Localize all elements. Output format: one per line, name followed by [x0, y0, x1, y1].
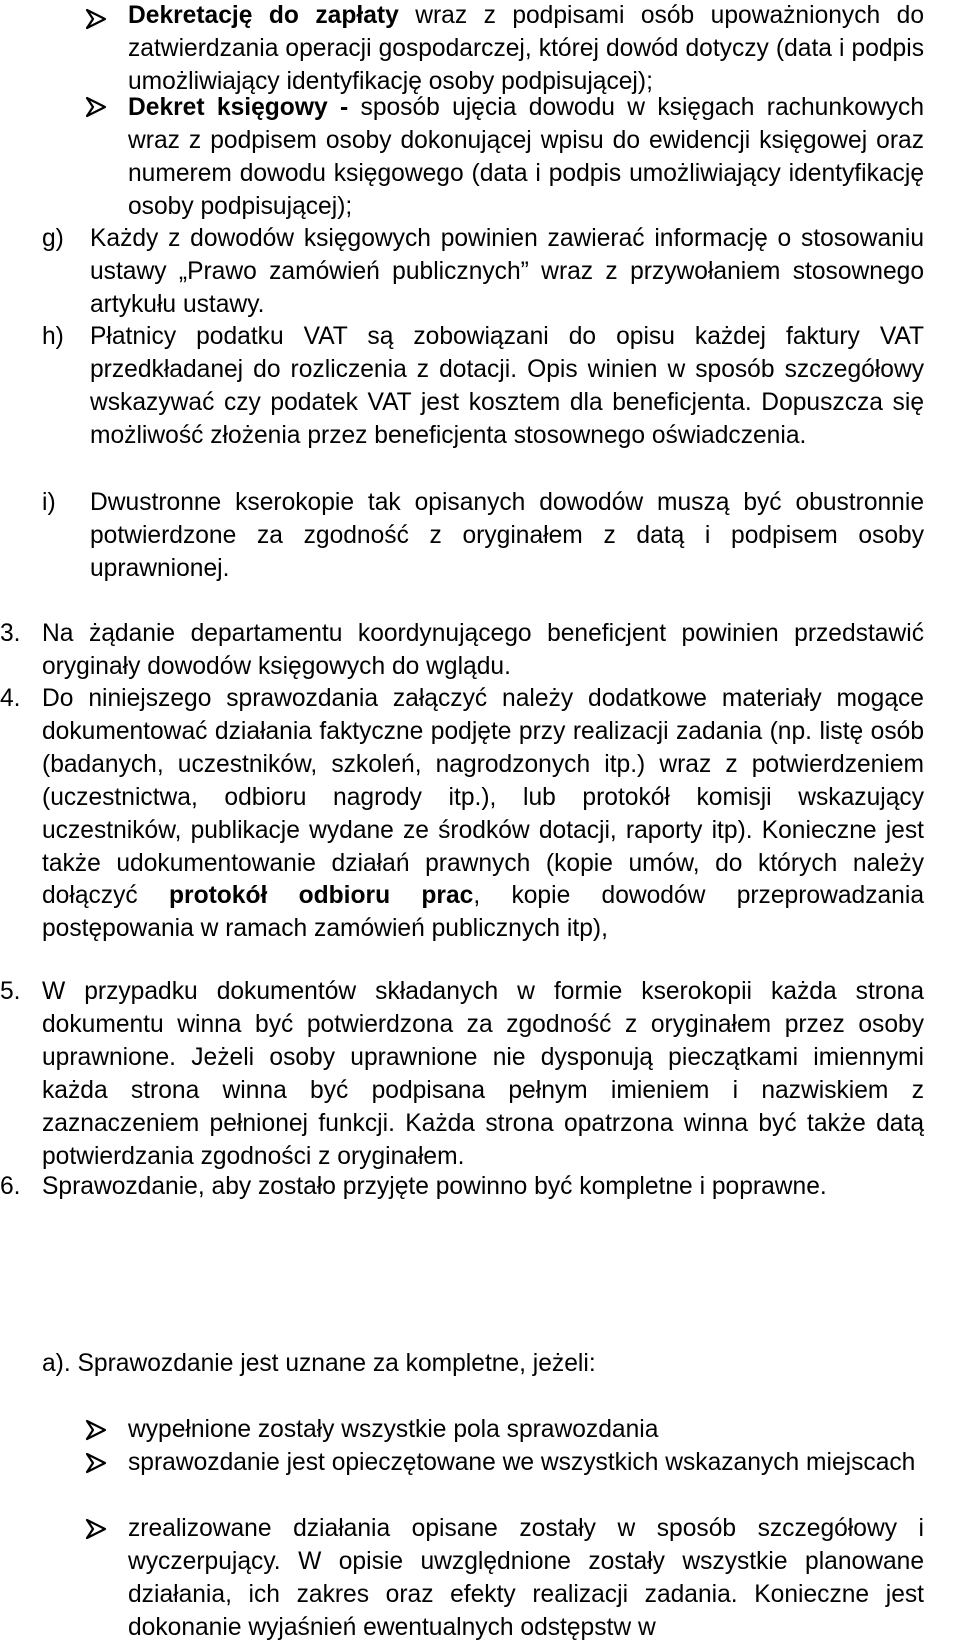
list-marker: h) [42, 323, 64, 350]
list-marker: 5. [0, 978, 21, 1005]
list-item-text: W przypadku dokumentów składanych w formie kserokopii każda strona dokumentu winna być potwierdzona za zgodność z oryginałem przez osoby uprawnione. Jeżeli osoby uprawnione nie dysponują pieczątkami imiennymi każda strona winna być podpisana pełnym imieniem i nazwiskiem z zaznaczeniem pełnionej funkcji. Każda strona opatrzona winna być także datą potwierdzania zgodności z oryginałem. [42, 978, 924, 1170]
list-marker: 4. [0, 685, 21, 712]
list-item-text: Płatnicy podatku VAT są zobowiązani do opisu każdej faktury VAT przedkładanej do rozliczenia z dotacji. Opis winien w sposób szczegółowy wskazywać czy podatek VAT jest kosztem dla beneficjenta. Dopuszcza się możliwość złożenia przez beneficjenta stosownego oświadczenia. [90, 323, 924, 449]
bullet-text: wypełnione zostały wszystkie pola sprawozdania [128, 1416, 659, 1443]
list-marker: g) [42, 225, 64, 252]
list-item-text: Do niniejszego sprawozdania załączyć należy dodatkowe materiały mogące dokumentować działania faktyczne podjęte przy realizacji zadania (np. listę osób (badanych, uczestników, szkoleń, nagrodzonych itp.) wraz z potwierdzeniem (uczestnictwa, odbioru nagrody itp.), lub protokół komisji wskazujący uczestników, publikacje wydane ze środków dotacji, raporty itp). Konieczne jest także udokumentowanie działań prawnych (kopie umów, do których należy dołączyć protokół odbioru prac, kopie dowodów przeprowadzania postępowania w ramach zamówień publicznych itp), [42, 685, 924, 943]
arrow-bullet-icon [84, 1452, 108, 1474]
arrow-bullet-icon [84, 8, 108, 30]
list-item-text: Dwustronne kserokopie tak opisanych dowodów muszą być obustronnie potwierdzone za zgodność z oryginałem z datą i podpisem osoby uprawnionej. [90, 489, 924, 582]
arrow-bullet-icon [84, 1419, 108, 1441]
list-marker: 3. [0, 620, 21, 647]
arrow-bullet-icon [84, 1518, 108, 1540]
bullet-text: sprawozdanie jest opieczętowane we wszystkich wskazanych miejscach [128, 1449, 916, 1476]
list-marker: i) [42, 489, 56, 516]
list-marker: 6. [0, 1173, 21, 1200]
bullet-text: zrealizowane działania opisane zostały w sposób szczegółowy i wyczerpujący. W opisie uwzględnione zostały wszystkie planowane działania, ich zakres oraz efekty realizacji zadania. Konieczne jest dokonanie wyjaśnień ewentualnych odstępstw w [128, 1515, 924, 1641]
bullet-text: Dekretację do zapłaty wraz z podpisami osób upoważnionych do zatwierdzania operacji gospodarczej, której dowód dotyczy (data i podpis umożliwiający identyfikację osoby podpisującej); [128, 2, 924, 95]
list-item-text: Na żądanie departamentu koordynującego beneficjent powinien przedstawić oryginały dowodów księgowych do wglądu. [42, 620, 924, 680]
subsection-heading: a). Sprawozdanie jest uznane za kompletne, jeżeli: [42, 1350, 596, 1377]
bullet-text: Dekret księgowy - sposób ujęcia dowodu w księgach rachunkowych wraz z podpisem osoby dokonującej wpisu do ewidencji księgowej oraz numerem dowodu księgowego (data i podpis umożliwiający identyfikację osoby podpisującej); [128, 94, 924, 220]
list-item-text: Sprawozdanie, aby zostało przyjęte powinno być kompletne i poprawne. [42, 1173, 827, 1200]
list-item-text: Każdy z dowodów księgowych powinien zawierać informację o stosowaniu ustawy „Prawo zamówień publicznych” wraz z przywołaniem stosownego artykułu ustawy. [90, 225, 924, 318]
arrow-bullet-icon [84, 96, 108, 118]
